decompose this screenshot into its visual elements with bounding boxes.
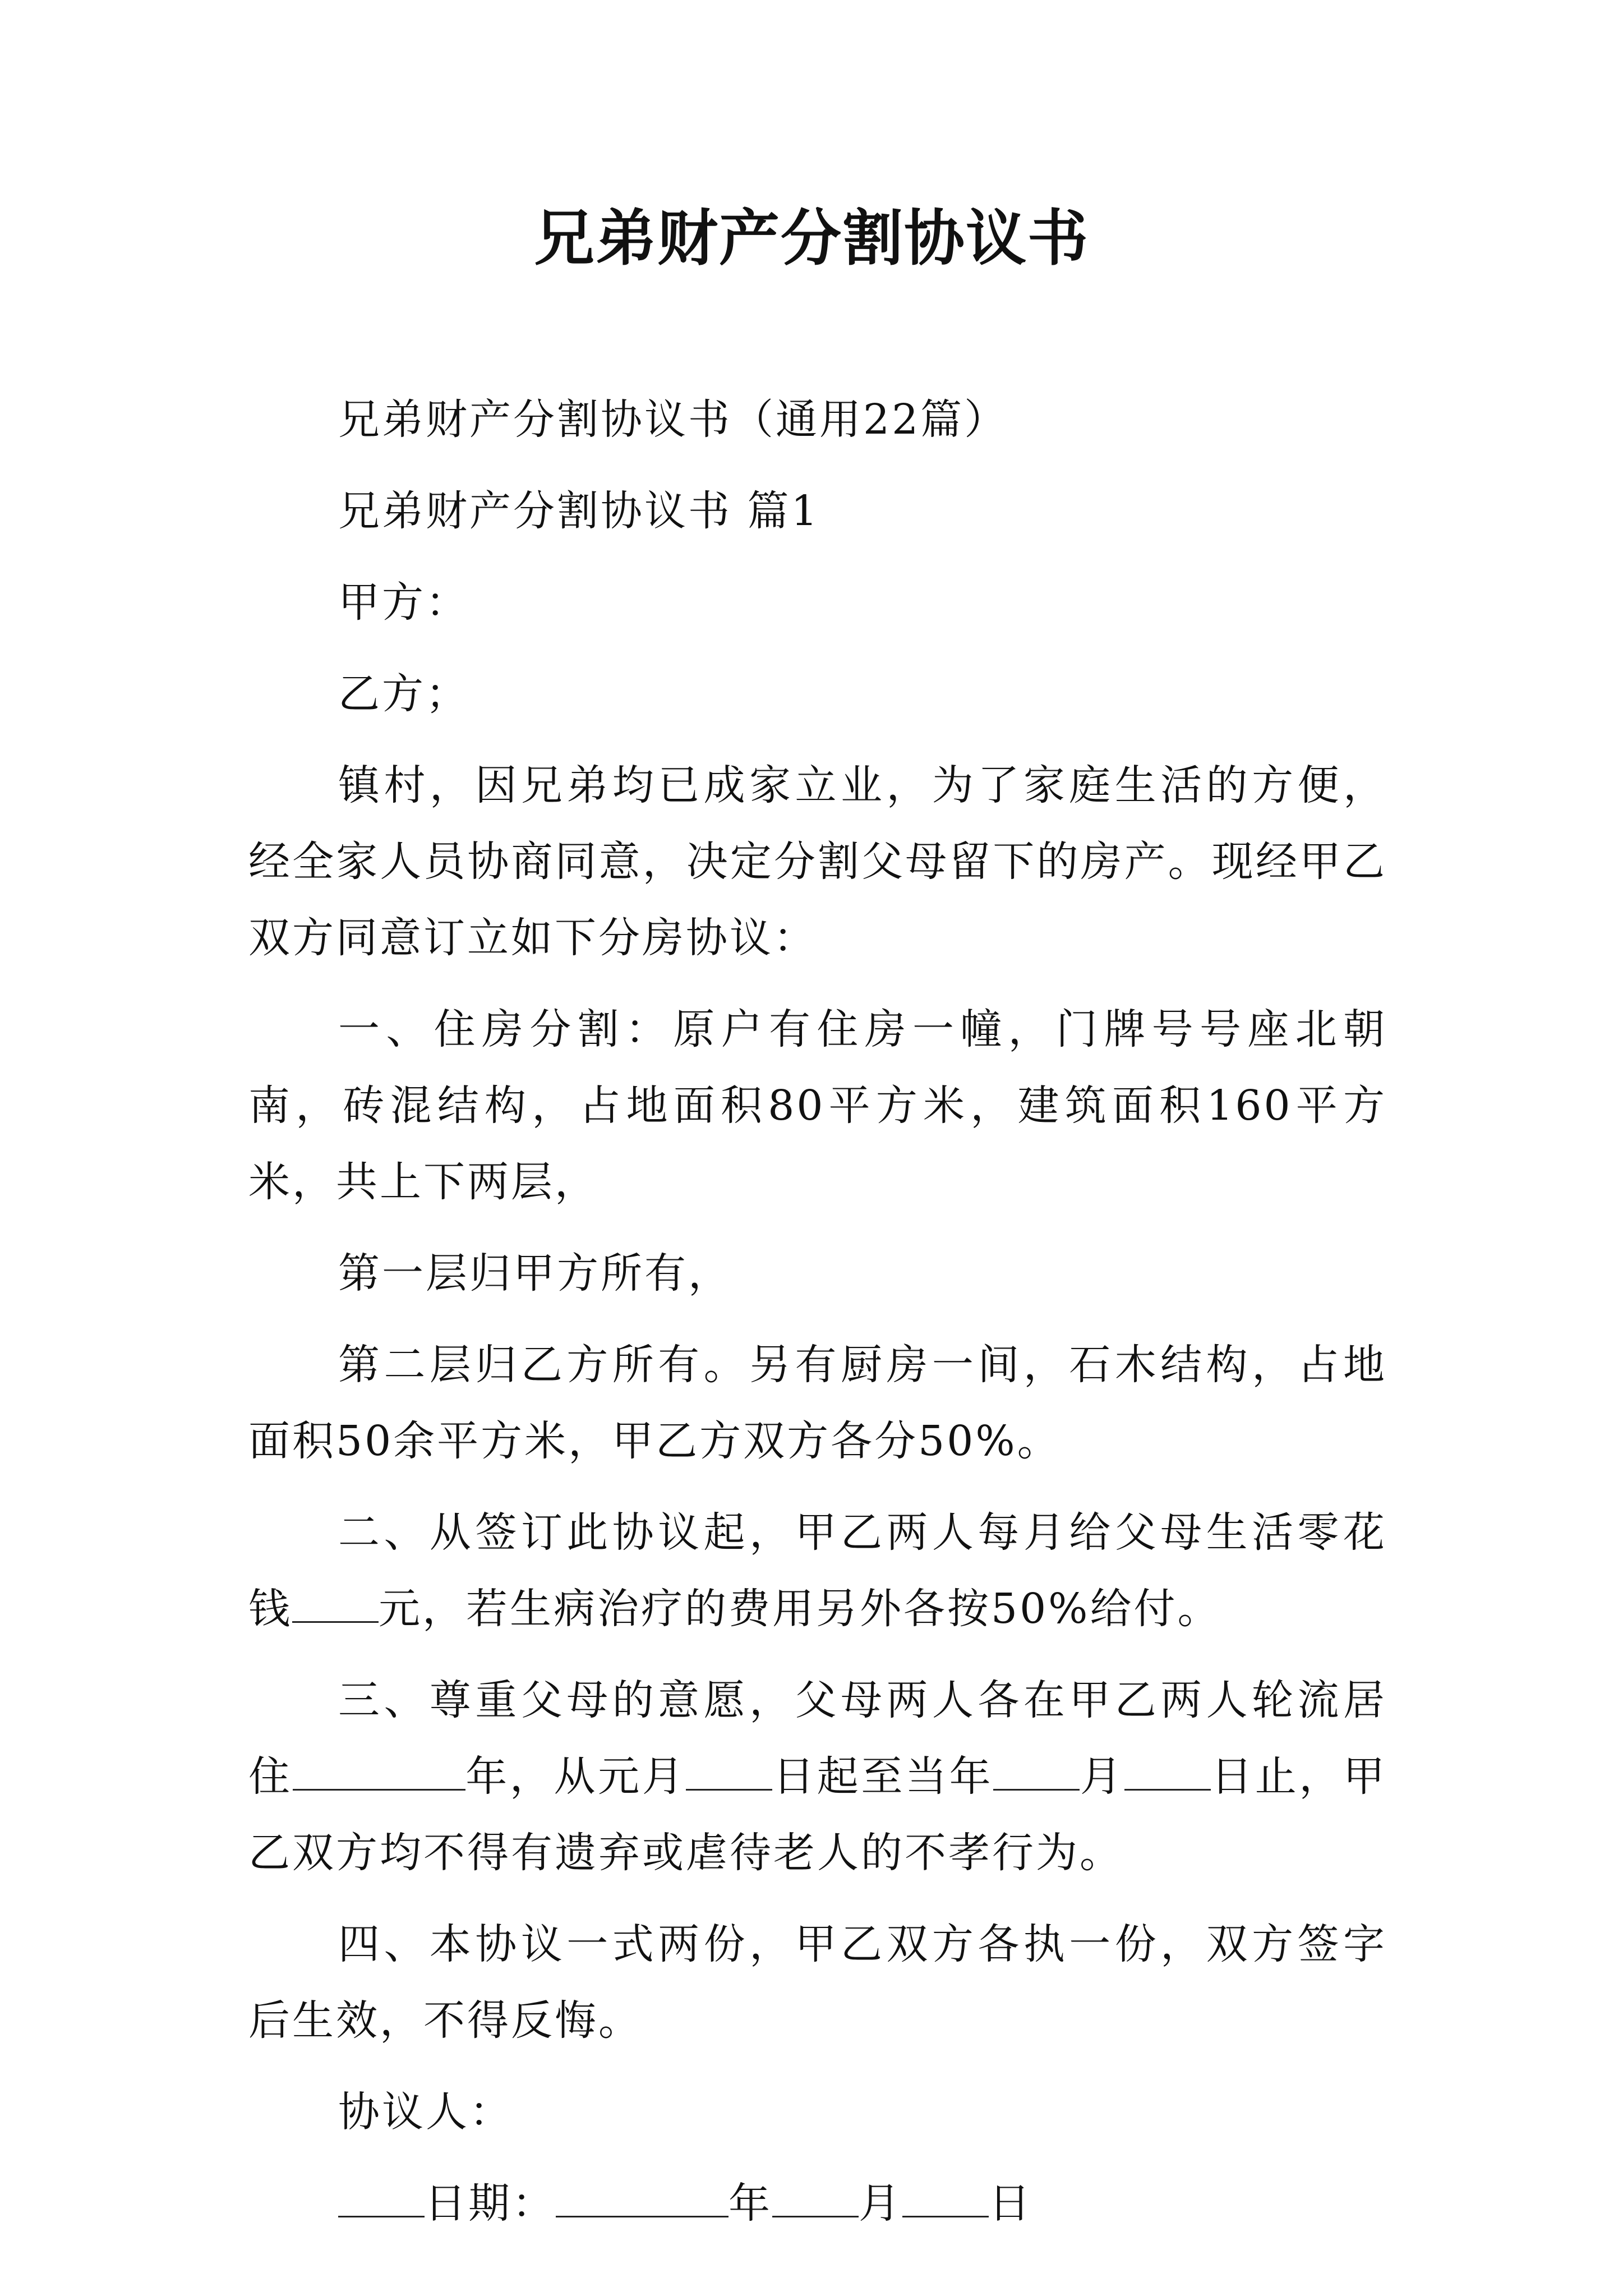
allowance-blank [292,1582,379,1623]
start-day-blank [686,1750,772,1791]
document-body [248,381,1387,2257]
end-day-blank [1124,1750,1211,1791]
date-month-label: 月 [859,2179,902,2228]
clause-2-text-a: 二、从签订此协议起，甲乙两人每月给父母生活零花钱 [248,1508,1387,1633]
date-line [248,2165,1387,2242]
date-day-label: 日 [989,2179,1032,2228]
clause-3-text-d: 月 [1080,1752,1124,1801]
clause-3-text-a: 三、尊重父母的意愿，父母两人各在甲乙两人轮流居住 [248,1676,1387,1801]
signers-line: 协议人： [338,2088,513,2136]
chapter-heading: 兄弟财产分割协议书 篇1 [338,487,820,535]
party-b-line: 乙方； [338,670,469,718]
intro-paragraph: 镇村，因兄弟均已成家立业，为了家庭生活的方便，经全家人员协商同意，决定分割父母留下的房产。现经甲乙双方同意订立如下分房协议： [248,761,1387,962]
clause-4-paragraph: 四、本协议一式两份，甲乙双方各执一份，双方签字后生效，不得反悔。 [248,1920,1387,2045]
clause-3-text-c: 日起至当年 [772,1752,994,1801]
date-month-blank [772,2177,859,2217]
date-label: 日期： [425,2179,556,2228]
document-title: 兄弟财产分割协议书 [533,203,1089,274]
clause-3-paragraph [248,1662,1387,1891]
clause-1-paragraph: 一、住房分割：原户有住房一幢，门牌号号座北朝南，砖混结构，占地面积80平方米，建筑面积160平方米，共上下两层， [248,1005,1387,1206]
clause-3-text-b: 年，从元月 [465,1752,686,1801]
subtitle-paragraph: 兄弟财产分割协议书（通用22篇） [338,395,1008,444]
signer-blank [338,2177,425,2217]
end-month-blank [993,1750,1080,1791]
floor-2-paragraph: 第二层归乙方所有。另有厨房一间，石木结构，占地面积50余平方米，甲乙方双方各分50%。 [248,1341,1387,1465]
date-year-label: 年 [728,2179,772,2228]
clause-3-text-e: 日止，甲乙双方均不得有遗弃或虐待老人的不孝行为。 [248,1752,1387,1877]
clause-2-text-b: 元，若生病治疗的费用另外各按50%给付。 [379,1585,1221,1633]
date-day-blank [902,2177,989,2217]
floor-1-line: 第一层归甲方所有， [338,1249,732,1297]
date-year-blank [556,2177,728,2217]
party-a-line: 甲方： [338,578,469,627]
clause-2-paragraph [248,1494,1387,1647]
years-blank [293,1750,465,1791]
